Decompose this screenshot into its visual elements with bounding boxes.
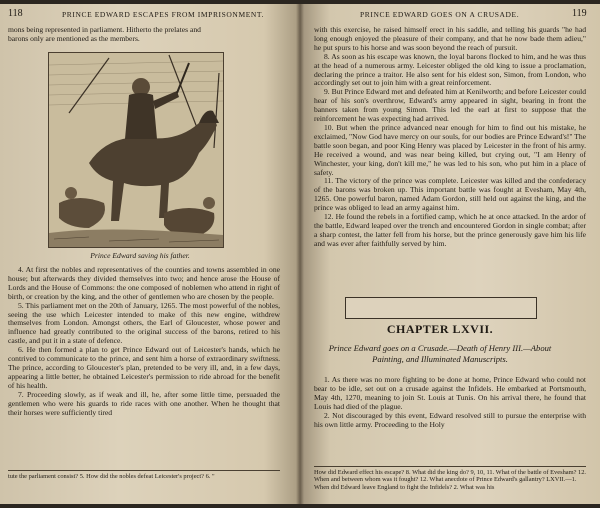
left-body-text <box>8 266 280 417</box>
left-paragraph-7: 7. Proceeding slowly, as if weak and ill, he, after some little time, persuaded the gentlemen who were his guards to ride races with one another. When he thought that their horses were sufficiently tired <box>8 389 280 417</box>
left-top-line-1: mons being represented in parliament. Hitherto the prelates and <box>8 25 201 34</box>
right-footnote: How did Edward effect his escape? 8. What did the king do? 9, 10, 11. What of the battle of Evesham? 12. When and between whom was it fought? 12. What anecdote of Prince Edward's gallantry? LXVII.—1. When did Edward leave England to fight the Infidels? 2. What was his <box>314 469 586 491</box>
chapter-paragraph-2: 2. Not discouraged by this event, Edward resolved still to pursue the enterprise with his own little army. Proceeding to the Holy <box>314 410 586 429</box>
chapter-body-text <box>314 376 586 429</box>
right-footnote-rule <box>314 466 586 467</box>
right-paragraph-cont: with this exercise, he raised himself erect in his saddle, and telling his guards "he had long enough enjoyed the pleasure of their company, and that he now bade them adieu," he put spurs to his horse and was soon beyond the reach of pursuit. <box>314 25 586 52</box>
left-page-number: 118 <box>8 8 23 19</box>
left-paragraph-5: 5. This parliament met on the 20th of January, 1265. The most powerful of the nobles, seeing the use which Leicester intended to make of this new engine, withdrew themselves from London. Amongst others, the Earl of Gloucester, whose power and influence had greatly contributed to the original success of the barons, retired to his castle, and put it in a state of defence. <box>8 300 280 346</box>
right-running-head: PRINCE EDWARD GOES ON A CRUSADE. <box>360 10 520 19</box>
left-footnote: tute the parliament consist? 5. How did the nobles defeat Leicester's project? 6. " <box>8 473 215 480</box>
right-paragraph-11: 11. The victory of the prince was complete. Leicester was killed and the confederacy of the barons was broken up. This important battle was fought at Evesham, May 4th, 1265. One powerful baron, named Adam Gordon, still held out against the king, and the prince was obliged to lead an army against him. <box>314 176 586 213</box>
left-footnote-rule <box>8 470 280 471</box>
left-paragraph-4: 4. At first the nobles and representatives of the counties and towns assembled in one house; but afterwards they divided themselves into two; and hence arose the House of Lords and the House of Commons: the one composed of noblemen who attend in right of birth, or creation by the king, and the other of gentlemen who are chosen by the people. <box>8 265 280 301</box>
battle-scene-image <box>49 53 223 247</box>
right-paragraph-12: 12. He found the rebels in a fortified camp, which he at once attacked. In the ardor of the battle, Edward leaped over the trench and encountered Gordon in single combat; after a sharp contest, the latter fell from his horse, but the prince generously gave him his life and was ever after faithfully served by him. <box>314 212 586 248</box>
right-page-number: 119 <box>572 8 587 19</box>
chapter-box <box>345 297 537 319</box>
engraving-illustration <box>48 52 224 248</box>
right-paragraph-8: 8. As soon as his escape was known, the loyal barons flocked to him, and he was thus at the head of a numerous army. Leicester obliged the old king to issue a proclamation, declaring the prince a traitor. He also sent for his eldest son, Simon, from London, who accordingly set out to join him with a great reinforcement. <box>314 51 586 88</box>
left-page <box>0 4 300 504</box>
chapter-heading: CHAPTER LXVII. <box>386 322 494 336</box>
illustration-caption: Prince Edward saving his father. <box>90 251 190 260</box>
chapter-paragraph-1: 1. As there was no more fighting to be done at home, Prince Edward who could not bear to be idle, set out on a crusade against the Infidels. He embarked at Portsmouth, May 4th, 1270, meaning to join St. Louis at Tunis. On his arrival there, he found that Louis had died of the plague. <box>314 375 586 411</box>
left-top-text <box>8 26 280 44</box>
right-paragraph-9: 9. But Prince Edward met and defeated him at Kenilworth; and before Leicester could hear of his son's overthrow, Edward's army appeared in sight, bearing in front the banners taken from young Simon. This led the earl at first to suppose that the reinforcement he was expecting had arrived. <box>314 87 586 124</box>
left-running-head: PRINCE EDWARD ESCAPES FROM IMPRISONMENT. <box>62 10 265 19</box>
right-paragraph-10: 10. But when the prince advanced near enough for him to find out his mistake, he exclaimed, "Now God have mercy on our souls, for our bodies are Prince Edward's!" The battle soon began, and poor King Henry was placed by Leicester in the front of his army. He received a wound, and was near being killed, but crying out, "I am Henry of Winchester, your king, don't kill me," he was led to his son, who put him in a place of safety. <box>314 122 586 177</box>
book-gutter <box>296 4 304 504</box>
chapter-subtitle: Prince Edward goes on a Crusade.—Death of Henry III.—About Painting, and Illuminated Manuscripts. <box>328 343 552 364</box>
right-body-text <box>314 26 586 249</box>
left-top-line-2: barons only are mentioned as the members. <box>8 33 140 43</box>
left-paragraph-6: 6. He then formed a plan to get Prince Edward out of Leicester's hands, which he contrived to communicate to the prince, and sent him a horse of extraordinary swiftness. The prince, according to Gloucester's plan, pretended to be very ill, and, in a few days, appearing a little better, he obtained Leicester's permission to ride abroad for the benefit of his health. <box>8 345 280 390</box>
